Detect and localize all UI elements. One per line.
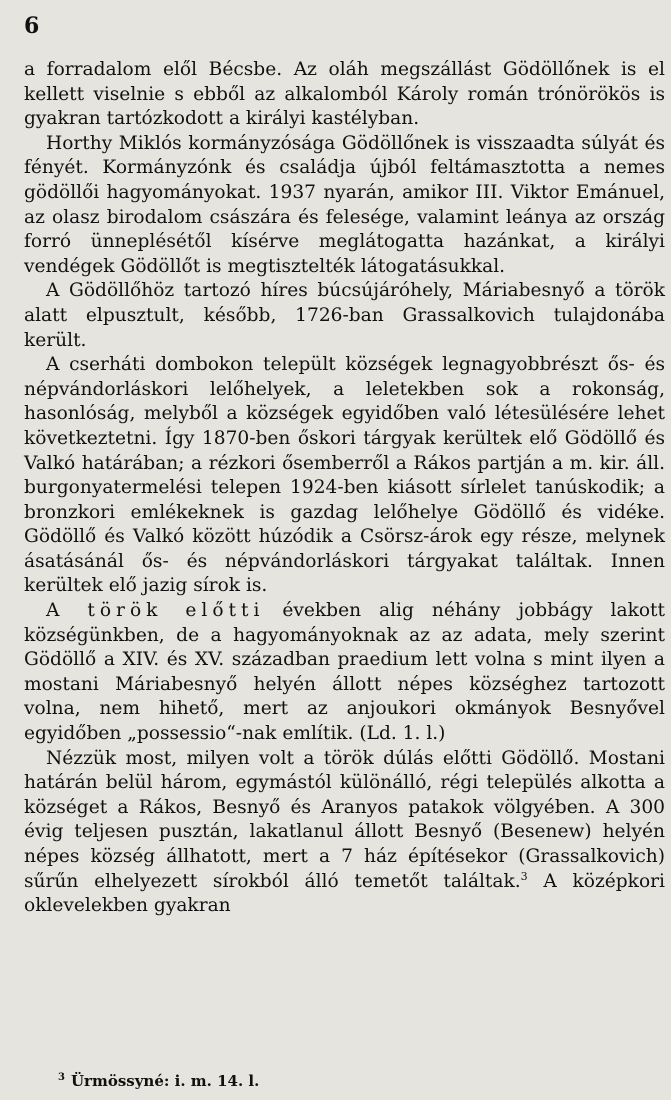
paragraph-1-text: a forradalom elől Bécsbe. Az oláh megszállást Gödöllőnek is el kellett viselnie s ebből az alkalomból Károly román trónörökös is gyakran tartózkodott a királyi kastélyban. — [24, 59, 665, 130]
paragraph-2 — [24, 132, 665, 280]
paragraph-1 — [24, 58, 665, 132]
paragraph-2-text: Horthy Miklós kormányzósága Gödöllőnek is visszaadta súlyát és fényét. Kormányzónk és családja újból feltámasztotta a nemes gödöllői hagyományokat. 1937 nyarán, amikor III. Viktor Emánuel, az olasz birodalom császára és felesége, valamint leánya az ország forró ünneplésétől kísérve meglátogatta hazánkat, a királyi vendégek Gödöllőt is megtisztelték látogatásukkal. — [24, 132, 665, 277]
paragraph-5-text: években alig néhány jobbágy lakott községünkben, de a hagyományoknak az az adata, mely szerint Gödöllő a XIV. és XV. században praedium lett volna s mint ilyen a mostani Máriabesnyő helyén állott népes községhez tartozott volna, nem hihető, mert az anjoukori okmányok Besnyővel egyidőben „possessio“-nak említik. (Ld. 1. l.) — [24, 600, 665, 745]
footnote-mark: 3 — [58, 1072, 65, 1083]
paragraph-6 — [24, 747, 665, 919]
paragraph-5 — [24, 599, 665, 747]
paragraph-4 — [24, 353, 665, 599]
paragraph-3 — [24, 279, 665, 353]
paragraph-4-text: A cserháti dombokon települt községek legnagyobbrészt ős- és népvándorláskori lelőhelyek, a leletekben sok a rokonság, hasonlóság, melyből a községek egyidőben való létesülésére lehet következtetni. Így 1870-ben őskori tárgyak kerültek elő Gödöllő és Valkó határában; a rézkori ősemberről a Rákos partján a m. kir. áll. burgonyatermelési telepen 1924-ben kiásott sírlelet tanúskodik; a bronzkori emlékeknek is gazdag lelőhelye Gödöllő és vidéke. Gödöllő és Valkó között húzódik a Csörsz-árok egy része, melynek ásatásánál ős- és népvándorláskori tárgyakat találtak. Innen kerültek elő jazig sírok is. — [24, 354, 665, 597]
footnote-reference: 3 — [520, 869, 528, 883]
body-text — [24, 58, 665, 919]
page-number: 6 — [24, 13, 40, 39]
paragraph-5-spaced-phrase: A török előtti — [46, 600, 265, 622]
paragraph-6-text-after: A középkori oklevelekben gyakran — [24, 870, 665, 917]
paragraph-6-text: Nézzük most, milyen volt a török dúlás előtti Gödöllő. Mostani határán belül három, egymástól különálló, régi település alkotta a községet a Rákos, Besnyő és Aranyos patakok völgyében. A 300 évig teljesen pusztán, lakatlanul állott Besnyő (Besenew) helyén népes község állhatott, mert a 7 ház építésekor (Grassalkovich) sűrűn elhelyezett sírokból álló temetőt találtak. — [24, 747, 665, 892]
footnote — [58, 1072, 259, 1090]
footnote-text: Ürmössyné: i. m. 14. l. — [70, 1072, 260, 1090]
paragraph-3-text: A Gödöllőhöz tartozó híres búcsújáróhely, Máriabesnyő a török alatt elpusztult, később, 1726-ban Grassalkovich tulajdonába került. — [24, 280, 665, 351]
